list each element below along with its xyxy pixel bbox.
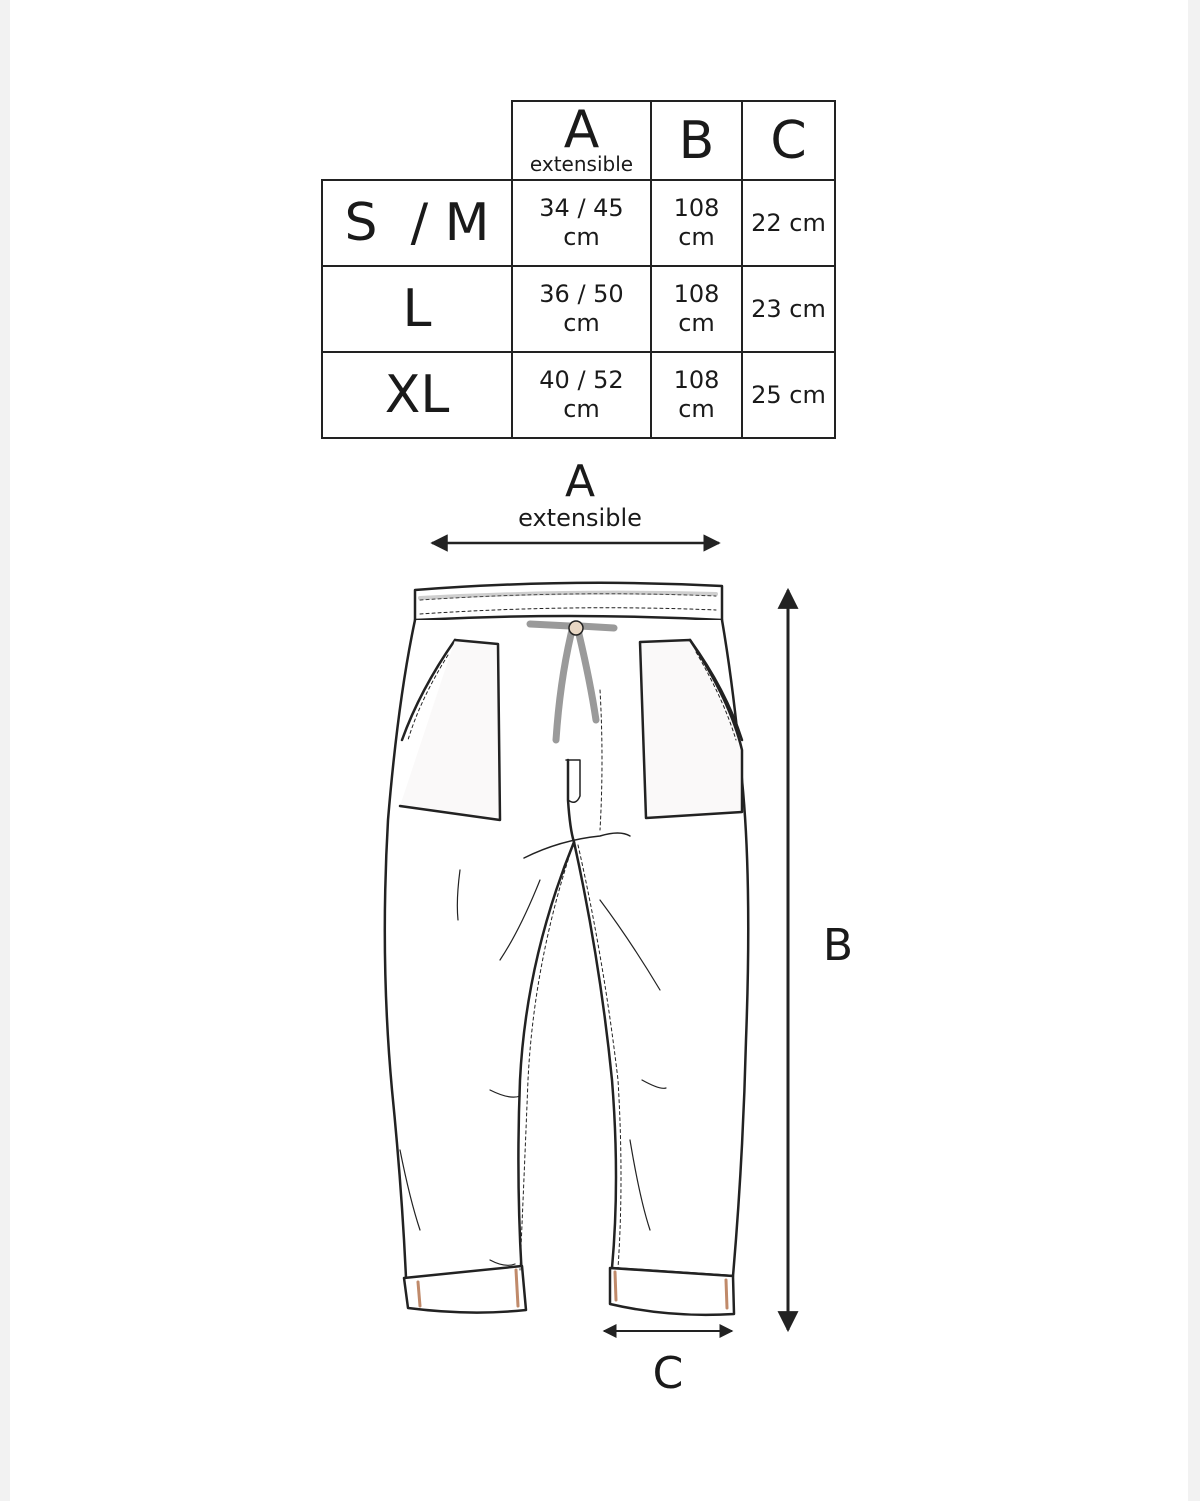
dimension-c-label: C <box>652 1348 684 1399</box>
hem-value: 23 cm <box>742 266 835 352</box>
waist-value: 36 / 50 cm <box>512 266 651 352</box>
dimension-a-label: A <box>564 456 596 507</box>
length-value: 108 cm <box>651 266 742 352</box>
length-value: 108 cm <box>651 180 742 266</box>
size-label: XL <box>322 352 512 438</box>
header-b-letter: B <box>678 110 715 171</box>
header-c-letter: C <box>770 110 807 171</box>
drawstring-knot <box>569 621 583 635</box>
header-a-sub: extensible <box>529 151 634 176</box>
length-value: 108 cm <box>651 352 742 438</box>
size-label: L <box>322 266 512 352</box>
pants-outline <box>385 583 748 1315</box>
hem-value: 22 cm <box>742 180 835 266</box>
waist-value: 40 / 52 cm <box>512 352 651 438</box>
dimension-a-sublabel: extensible <box>518 504 642 532</box>
hem-value: 25 cm <box>742 352 835 438</box>
size-label: S / M <box>322 180 512 266</box>
header-a-letter: A <box>563 99 600 160</box>
waist-value: 34 / 45 cm <box>512 180 651 266</box>
dimension-b-label: B <box>822 920 854 971</box>
